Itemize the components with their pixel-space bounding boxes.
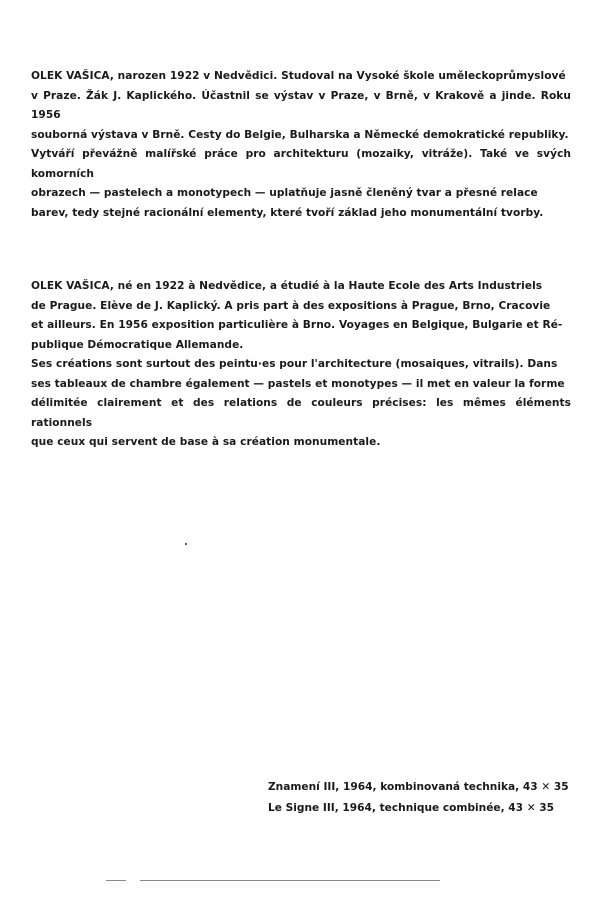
bottom-rule-long [140, 880, 440, 881]
print-speck [185, 543, 187, 545]
artwork-caption-czech: Znamení III, 1964, kombinovaná technika, 43 ✕ 35 [268, 781, 569, 793]
czech-line: barev, tedy stejné racionální elementy, které tvoří základ jeho monumentální tvorby. [31, 206, 544, 219]
artwork-caption-french: Le Signe III, 1964, technique combinée, 43 ✕ 35 [268, 802, 555, 814]
czech-line: obrazech — pastelech a monotypech — uplatňuje jasně členěný tvar a přesné relace [31, 187, 538, 199]
french-line: OLEK VAŠICA, né en 1922 à Nedvědice, a étudié à la Haute Ecole des Arts Industriels [31, 280, 543, 292]
bottom-rule-short [106, 880, 126, 881]
french-line: de Prague. Elève de J. Kaplický. A pris part à des expositions à Prague, Brno, Cracovie [31, 299, 551, 312]
french-line: publique Démocratique Allemande. [31, 338, 244, 351]
french-line: ses tableaux de chambre également — pastels et monotypes — il met en valeur la forme [31, 377, 565, 390]
czech-line: OLEK VAŠICA, narozen 1922 v Nedvědici. Studoval na Vysoké škole uměleckoprůmyslové [31, 70, 566, 82]
czech-line: v Praze. Žák J. Kaplického. Účastnil se výstav v Praze, v Brně, v Krakově a jinde. Roku 1956 [31, 89, 571, 121]
french-line: que ceux qui servent de base à sa création monumentale. [31, 436, 381, 448]
czech-biography [31, 67, 571, 223]
czech-line: Vytváří převážně malířské práce pro architekturu (mozaiky, vitráže). Také ve svých komorních [31, 148, 571, 180]
french-line: et ailleurs. En 1956 exposition particulière à Brno. Voyages en Belgique, Bulgarie et Ré- [31, 319, 563, 331]
czech-line: souborná výstava v Brně. Cesty do Belgie, Bulharska a Německé demokratické republiky. [31, 128, 569, 141]
french-line: délimitée clairement et des relations de couleurs précises: les mêmes éléments rationnels [31, 397, 571, 429]
french-line: Ses créations sont surtout des peintu·es pour l'architecture (mosaiques, vitrails). Dans [31, 358, 558, 370]
french-biography [31, 277, 571, 453]
